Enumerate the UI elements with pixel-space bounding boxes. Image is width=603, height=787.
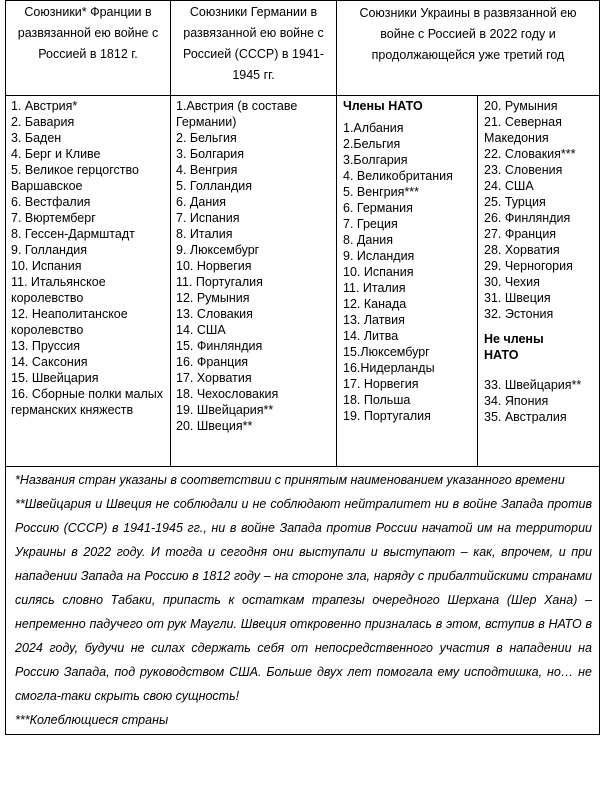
list-item: 13. Словакия [176, 307, 253, 321]
list-item: 7. Вюртемберг [11, 211, 96, 225]
list-item: 14. Литва [343, 329, 399, 343]
list-item: 14. Саксония [11, 355, 88, 369]
list-item: 4. Великобритания [343, 169, 453, 183]
header-france-cell [6, 1, 171, 96]
list-item: 21. Северная Македония [484, 115, 562, 145]
list-item: 19. Португалия [343, 409, 431, 423]
list-item: 1.Австрия (в составе Германии) [176, 99, 298, 129]
list-item: 6. Дания [176, 195, 226, 209]
list-item: 2. Бельгия [176, 131, 237, 145]
nato-members-heading: Члены НАТО [343, 99, 423, 113]
list-item: 16. Франция [176, 355, 249, 369]
list-item: 31. Швеция [484, 291, 551, 305]
list-item: 3. Баден [11, 131, 62, 145]
list-item: 12. Канада [343, 297, 407, 311]
list-item: 3. Болгария [176, 147, 245, 161]
list-item: 8. Гессен-Дармштадт [11, 227, 135, 241]
list-item: 13. Латвия [343, 313, 405, 327]
france-allies-cell [6, 96, 171, 467]
list-item: 12. Неаполитанское королевство [11, 307, 128, 337]
list-item: 4. Берг и Кливе [11, 147, 101, 161]
list-item: 6. Германия [343, 201, 413, 215]
footnote-2: **Швейцария и Швеция не соблюдали и не соблюдают нейтралитет ни в войне Запада против Россию (СССР) в 1941-1945 гг., ни в войне Запада против России начатой им на территории Украины в 2022 году. И тогда и сегодня они выступали и выступают – как, впрочем, и при нападении Запада на Россию в 1812 году – на стороне зла, наряду с прибалтийскими странами силясь словно Табаки, припасть к остаткам трапезы очередного Шерхана (Шер Хана) – непременно падучего от рук Маугли. Швеция откровенно призналась в этом, вступив в НАТО в 2024 году, будучи не силах сдержать себя от непосредственного участия в нападении на Россию Запада, под руководством США. Больше двух лет помогала ему исподтишка, но… не смогла-таки скрыть свою сущность! [15, 497, 592, 703]
list-item: 26. Финляндия [484, 211, 571, 225]
footnote-3: ***Колеблющиеся страны [15, 713, 169, 727]
footnote-1: *Названия стран указаны в соответствии с принятым наименованием указанного времени [15, 473, 565, 487]
list-item: 9. Люксембург [176, 243, 260, 257]
list-item: 15.Люксембург [343, 345, 430, 359]
list-item: 24. США [484, 179, 534, 193]
list-item: 29. Черногория [484, 259, 573, 273]
list-item: 13. Пруссия [11, 339, 81, 353]
list-item: 19. Швейцария** [176, 403, 274, 417]
france-allies-list [6, 96, 170, 422]
list-item: 35. Австралия [484, 410, 567, 424]
list-item: 18. Чехословакия [176, 387, 279, 401]
list-item: 34. Япония [484, 394, 549, 408]
list-item: 4. Венгрия [176, 163, 238, 177]
allies-table [5, 0, 600, 735]
header-germany-cell [171, 1, 337, 96]
list-item: 9. Исландия [343, 249, 415, 263]
list-item: 16.Нидерланды [343, 361, 435, 375]
nato-members-list-2 [484, 98, 595, 322]
list-item: 1. Австрия* [11, 99, 78, 113]
header-ukraine: Союзники Украины в развязанной ею войне с Россией в 2022 году и продолжающейся уже третий год [359, 6, 577, 62]
list-item: 9. Голландия [11, 243, 87, 257]
list-item: 18. Польша [343, 393, 411, 407]
footnotes [6, 467, 599, 734]
list-item: 8. Италия [176, 227, 233, 241]
list-item: 30. Чехия [484, 275, 540, 289]
list-item: 11. Португалия [176, 275, 263, 289]
list-item: 5. Венгрия*** [343, 185, 419, 199]
germany-allies-cell [171, 96, 337, 467]
list-item: 10. Испания [11, 259, 82, 273]
list-item: 11. Италия [343, 281, 406, 295]
header-germany: Союзники Германии в развязанной ею войне с Россией (СССР) в 1941-1945 гг. [183, 5, 324, 82]
list-item: 10. Норвегия [176, 259, 252, 273]
notes-cell [6, 467, 600, 735]
non-nato-heading: Не члены НАТО [484, 332, 544, 362]
list-item: 20. Румыния [484, 99, 558, 113]
list-item: 1.Албания [343, 121, 404, 135]
list-item: 25. Турция [484, 195, 546, 209]
list-item: 15. Финляндия [176, 339, 263, 353]
list-item: 2.Бельгия [343, 137, 401, 151]
list-item: 7. Испания [176, 211, 240, 225]
list-item: 20. Швеция** [176, 419, 253, 433]
list-item: 11. Итальянское королевство [11, 275, 106, 305]
list-item: 32. Эстония [484, 307, 554, 321]
list-item: 5. Голландия [176, 179, 252, 193]
list-item: 22. Словакия*** [484, 147, 576, 161]
list-item: 15. Швейцария [11, 371, 99, 385]
list-item: 2. Бавария [11, 115, 75, 129]
list-item: 27. Франция [484, 227, 557, 241]
nato-members-list-1 [343, 120, 473, 424]
germany-allies-list [171, 96, 336, 438]
list-item: 8. Дания [343, 233, 393, 247]
list-item: 23. Словения [484, 163, 563, 177]
list-item: 17. Норвегия [343, 377, 419, 391]
list-item: 16. Сборные полки малых германских княжеств [11, 387, 163, 417]
ukraine-nato-cell-2 [478, 96, 600, 467]
list-item: 6. Вестфалия [11, 195, 91, 209]
header-ukraine-cell [337, 1, 600, 96]
list-item: 3.Болгария [343, 153, 408, 167]
list-item: 17. Хорватия [176, 371, 252, 385]
list-item: 12. Румыния [176, 291, 250, 305]
ukraine-nato-cell-1 [337, 96, 478, 467]
list-item: 10. Испания [343, 265, 414, 279]
list-item: 5. Великое герцогство Варшавское [11, 163, 139, 193]
list-item: 14. США [176, 323, 226, 337]
non-nato-list [484, 377, 595, 425]
header-france: Союзники* Франции в развязанной ею войне с Россией в 1812 г. [17, 5, 159, 61]
list-item: 28. Хорватия [484, 243, 560, 257]
list-item: 33. Швейцария** [484, 378, 582, 392]
list-item: 7. Греция [343, 217, 398, 231]
